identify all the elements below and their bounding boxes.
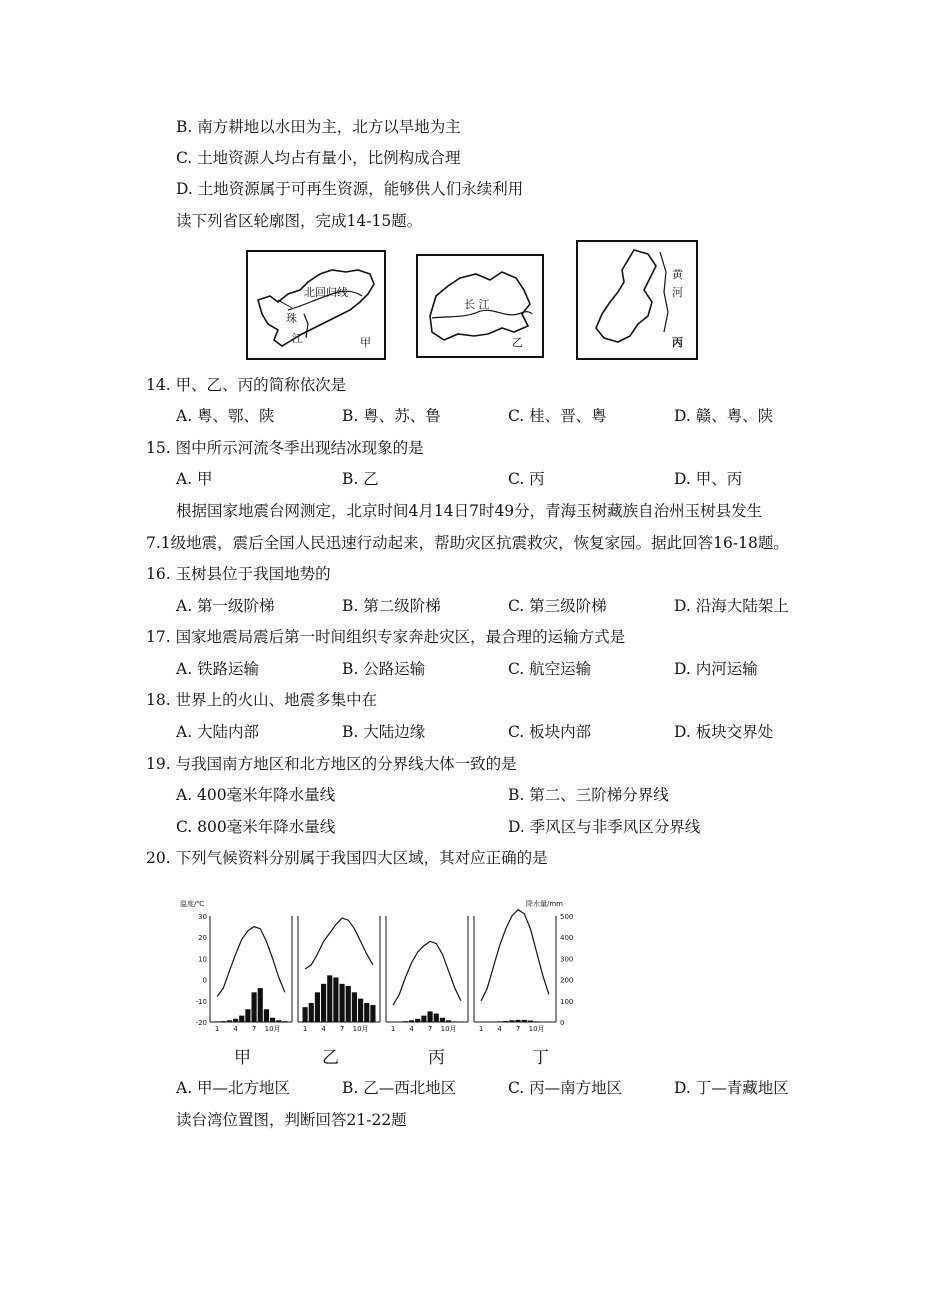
map-bing-river-b: 河 xyxy=(672,286,683,299)
month-tick-label: 10月 xyxy=(264,1025,281,1033)
precip-tick-label: 200 xyxy=(560,976,574,985)
q17-option-a: A. 铁路运输 xyxy=(176,660,260,678)
q16-option-d: D. 沿海大陆架上 xyxy=(674,597,789,615)
passage-line-2: 7.1级地震，震后全国人民迅速行动起来，帮助灾区抗震救灾，恢复家园。据此回答16-18题。 xyxy=(146,534,789,552)
month-tick-label: 7 xyxy=(339,1025,345,1033)
q20-option-c: C. 丙—南方地区 xyxy=(508,1079,623,1097)
precip-bar xyxy=(221,1021,226,1022)
map-jia xyxy=(246,250,386,360)
precip-bar xyxy=(440,1018,445,1022)
q18-option-d: D. 板块交界处 xyxy=(674,723,774,741)
precip-bar xyxy=(346,986,351,1022)
precip-bar xyxy=(516,1020,521,1022)
precip-bar xyxy=(370,1005,375,1022)
precip-bar xyxy=(428,1011,433,1022)
q17-option-c: C. 航空运输 xyxy=(508,660,592,678)
precip-bar xyxy=(215,1021,220,1022)
precip-bar xyxy=(233,1019,238,1022)
precip-bar xyxy=(340,984,345,1022)
passage-line-1: 根据国家地震台网测定，北京时间4月14日7时49分，青海玉树藏族自治州玉树县发生 xyxy=(176,502,763,520)
month-tick-label: 4 xyxy=(233,1025,238,1033)
month-tick-label: 4 xyxy=(321,1025,326,1033)
precip-bar xyxy=(409,1020,414,1022)
climate-label-bing: 丙 xyxy=(428,1048,445,1068)
precip-bar xyxy=(258,988,263,1022)
month-tick-label: 1 xyxy=(390,1025,396,1033)
precip-tick-label: 100 xyxy=(560,997,574,1006)
temperature-curve xyxy=(305,918,373,969)
temp-tick-label: -20 xyxy=(195,1019,207,1027)
precip-bar xyxy=(352,992,357,1022)
precip-bar xyxy=(276,1020,281,1022)
precip-bar xyxy=(333,977,338,1022)
month-tick-label: 7 xyxy=(427,1025,433,1033)
q15-option-b: B. 乙 xyxy=(342,470,379,488)
q15-stem: 15. 图中所示河流冬季出现结冰现象的是 xyxy=(146,439,424,457)
climate-label-jia: 甲 xyxy=(234,1048,251,1068)
precip-tick-label: 300 xyxy=(560,955,574,964)
q15-option-a: A. 甲 xyxy=(176,470,213,488)
month-tick-label: 1 xyxy=(214,1025,220,1033)
q16-option-b: B. 第二级阶梯 xyxy=(342,597,441,615)
q17-stem: 17. 国家地震局震后第一时间组织专家奔赴灾区，最合理的运输方式是 xyxy=(146,628,626,646)
precip-bar xyxy=(452,1021,457,1022)
precip-bar xyxy=(252,992,257,1022)
precip-bar xyxy=(421,1016,426,1022)
climate-charts xyxy=(180,892,600,1037)
precip-bar xyxy=(503,1021,508,1022)
q16-option-c: C. 第三级阶梯 xyxy=(508,597,607,615)
q19-option-c: C. 800毫米年降水量线 xyxy=(176,818,336,836)
precip-bar xyxy=(534,1021,539,1022)
precip-bar xyxy=(282,1021,287,1022)
precip-bar xyxy=(446,1020,451,1022)
temp-tick-label: -10 xyxy=(195,997,207,1006)
temp-tick-label: 10 xyxy=(198,955,207,964)
map-yi-label: 乙 xyxy=(512,336,523,349)
option-d-q13: D. 土地资源属于可再生资源，能够供人们永续利用 xyxy=(176,180,524,198)
temp-tick-label: 30 xyxy=(198,913,207,921)
precip-tick-label: 500 xyxy=(560,913,574,921)
precip-tick-label: 0 xyxy=(560,1019,565,1027)
instruction-21-22: 读台湾位置图，判断回答21-22题 xyxy=(176,1111,407,1129)
q20-stem: 20. 下列气候资料分别属于我国四大区域，其对应正确的是 xyxy=(146,849,548,867)
instruction-14-15: 读下列省区轮廓图，完成14-15题。 xyxy=(176,212,423,230)
map-yi xyxy=(416,254,544,358)
precip-tick-label: 400 xyxy=(560,934,574,943)
precip-bar xyxy=(245,1009,250,1022)
map-yi-river: 长 江 xyxy=(464,298,490,311)
q15-option-c: C. 丙 xyxy=(508,470,545,488)
map-jia-river-a: 珠 xyxy=(286,312,297,325)
q18-option-c: C. 板块内部 xyxy=(508,723,592,741)
q14-stem: 14. 甲、乙、丙的简称依次是 xyxy=(146,376,347,394)
map-bing-label: 丙 xyxy=(672,336,683,349)
map-bing xyxy=(576,240,698,360)
precip-bar xyxy=(528,1021,533,1022)
precip-bar xyxy=(403,1021,408,1022)
option-b-q13: B. 南方耕地以水田为主，北方以旱地为主 xyxy=(176,118,461,136)
precip-bar xyxy=(497,1021,502,1022)
month-tick-label: 4 xyxy=(497,1025,502,1033)
q14-option-c: C. 桂、晋、粤 xyxy=(508,407,607,425)
precip-bar xyxy=(303,1007,308,1022)
month-tick-label: 7 xyxy=(251,1025,257,1033)
precip-bar xyxy=(327,975,332,1022)
month-tick-label: 1 xyxy=(302,1025,308,1033)
precip-bar xyxy=(315,992,320,1022)
q20-option-a: A. 甲—北方地区 xyxy=(176,1079,291,1097)
month-tick-label: 4 xyxy=(409,1025,414,1033)
month-tick-label: 1 xyxy=(478,1025,484,1033)
temperature-curve xyxy=(393,941,461,1005)
month-tick-label: 7 xyxy=(515,1025,521,1033)
option-c-q13: C. 土地资源人均占有量小，比例构成合理 xyxy=(176,149,461,167)
q14-option-a: A. 粤、鄂、陕 xyxy=(176,407,275,425)
precip-bar xyxy=(321,984,326,1022)
month-tick-label: 10月 xyxy=(528,1025,545,1033)
precip-bar xyxy=(264,1009,269,1022)
q19-option-b: B. 第二、三阶梯分界线 xyxy=(508,786,669,804)
precip-bar xyxy=(309,1003,314,1022)
precip-bar xyxy=(364,1003,369,1022)
precip-bar xyxy=(415,1019,420,1022)
map-jia-tropic: 北回归线 xyxy=(304,286,348,299)
temp-tick-label: 0 xyxy=(202,976,207,985)
climate-label-yi: 乙 xyxy=(322,1048,339,1068)
map-bing-river-a: 黄 xyxy=(672,268,683,281)
q19-option-a: A. 400毫米年降水量线 xyxy=(176,786,336,804)
q14-option-b: B. 粤、苏、鲁 xyxy=(342,407,441,425)
month-tick-label: 10月 xyxy=(440,1025,457,1033)
q15-option-d: D. 甲、丙 xyxy=(674,470,743,488)
precip-axis-label: 降水量/mm xyxy=(526,900,563,908)
precip-bar xyxy=(522,1020,527,1022)
temp-axis-label: 温度/℃ xyxy=(180,900,205,908)
q18-option-b: B. 大陆边缘 xyxy=(342,723,426,741)
month-tick-label: 10月 xyxy=(352,1025,369,1033)
temperature-curve xyxy=(217,927,285,997)
q20-option-d: D. 丁—青藏地区 xyxy=(674,1079,789,1097)
q17-option-b: B. 公路运输 xyxy=(342,660,426,678)
q19-stem: 19. 与我国南方地区和北方地区的分界线大体一致的是 xyxy=(146,755,517,773)
q16-option-a: A. 第一级阶梯 xyxy=(176,597,275,615)
precip-bar xyxy=(227,1020,232,1022)
map-jia-label: 甲 xyxy=(360,336,371,349)
temp-tick-label: 20 xyxy=(198,934,207,943)
q18-option-a: A. 大陆内部 xyxy=(176,723,260,741)
climate-label-ding: 丁 xyxy=(532,1048,549,1068)
precip-bar xyxy=(434,1014,439,1022)
q18-stem: 18. 世界上的火山、地震多集中在 xyxy=(146,691,378,709)
q20-option-b: B. 乙—西北地区 xyxy=(342,1079,457,1097)
precip-bar xyxy=(270,1018,275,1022)
q16-stem: 16. 玉树县位于我国地势的 xyxy=(146,565,331,583)
precip-bar xyxy=(239,1016,244,1022)
q14-option-d: D. 赣、粤、陕 xyxy=(674,407,774,425)
q19-option-d: D. 季风区与非季风区分界线 xyxy=(508,818,701,836)
precip-bar xyxy=(509,1020,514,1022)
map-jia-river-b: 江 xyxy=(292,332,303,345)
temperature-curve xyxy=(481,910,549,1001)
q17-option-d: D. 内河运输 xyxy=(674,660,758,678)
precip-bar xyxy=(358,999,363,1022)
